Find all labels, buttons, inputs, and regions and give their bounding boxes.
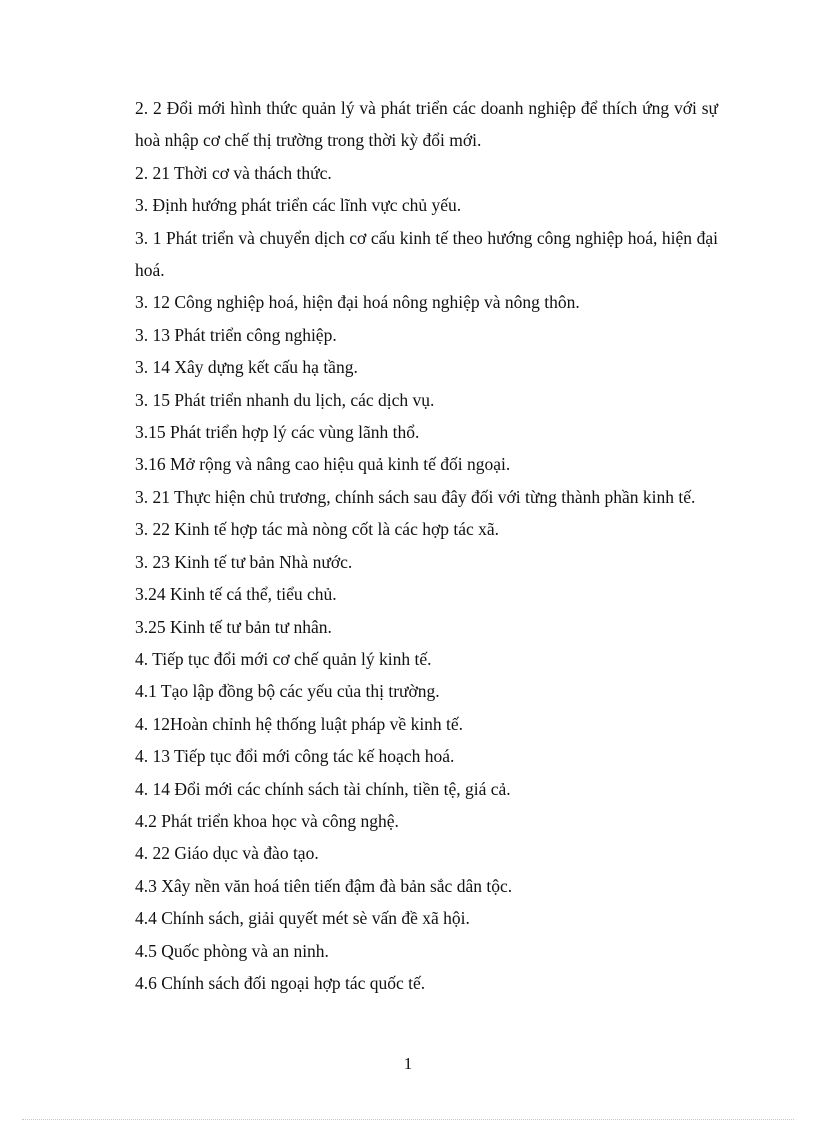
toc-line: 4.1 Tạo lập đồng bộ các yếu của thị trường. — [135, 681, 440, 702]
toc-line: 4.3 Xây nền văn hoá tiên tiến đậm đà bản sắc dân tộc. — [135, 875, 513, 896]
toc-line: 2. 2 Đổi mới hình thức quản lý và phát triển các doanh nghiệp để thích ứng với sự hoà nhập cơ chế thị trường trong thời kỳ đổi mới. — [135, 98, 718, 151]
toc-line: 4.2 Phát triển khoa học và công nghệ. — [135, 810, 399, 831]
toc-line: 3. 21 Thực hiện chủ trương, chính sách sau đây đối với từng thành phần kinh tế. — [135, 486, 696, 507]
toc-line: 3. 13 Phát triển công nghiệp. — [135, 324, 337, 345]
toc-line: 4.6 Chính sách đối ngoại hợp tác quốc tế. — [135, 972, 426, 993]
toc-line: 3. 1 Phát triển và chuyển dịch cơ cấu kinh tế theo hướng công nghiệp hoá, hiện đại hoá. — [135, 227, 718, 281]
toc-line: 4. 22 Giáo dục và đào tạo. — [135, 843, 319, 864]
toc-line: 4. 13 Tiếp tục đổi mới công tác kế hoạch hoá. — [135, 746, 455, 767]
toc-line: 3.15 Phát triển hợp lý các vùng lãnh thổ. — [135, 422, 420, 443]
toc-line: 3.24 Kinh tế cá thể, tiểu chủ. — [135, 584, 337, 605]
toc-line: 3. 12 Công nghiệp hoá, hiện đại hoá nông nghiệp và nông thôn. — [135, 292, 580, 313]
toc-line: 4.4 Chính sách, giải quyết mét sè vấn đề xã hội. — [135, 908, 470, 929]
toc-line: 4. Tiếp tục đổi mới cơ chế quản lý kinh tế. — [135, 648, 432, 669]
page-number: 1 — [403, 1054, 413, 1073]
toc-line: 3. 22 Kinh tế hợp tác mà nòng cốt là các hợp tác xã. — [135, 519, 500, 540]
toc-line: 4. 12Hoàn chỉnh hệ thống luật pháp về kinh tế. — [135, 713, 464, 734]
toc-line: 3. Định hướng phát triển các lĩnh vực chủ yếu. — [135, 195, 462, 216]
table-of-contents — [135, 92, 718, 999]
toc-line: 4. 14 Đổi mới các chính sách tài chính, tiền tệ, giá cả. — [135, 778, 511, 799]
toc-line: 2. 21 Thời cơ và thách thức. — [135, 162, 332, 183]
toc-line: 3.16 Mở rộng và nâng cao hiệu quả kinh tế đối ngoại. — [135, 454, 511, 475]
toc-line: 3. 15 Phát triển nhanh du lịch, các dịch vụ. — [135, 389, 435, 410]
toc-line: 3. 23 Kinh tế tư bản Nhà nước. — [135, 551, 353, 572]
toc-line: 3. 14 Xây dựng kết cấu hạ tầng. — [135, 357, 358, 378]
toc-line: 3.25 Kinh tế tư bản tư nhân. — [135, 616, 332, 637]
page-bottom-divider — [22, 1119, 794, 1120]
toc-line: 4.5 Quốc phòng và an ninh. — [135, 940, 329, 961]
